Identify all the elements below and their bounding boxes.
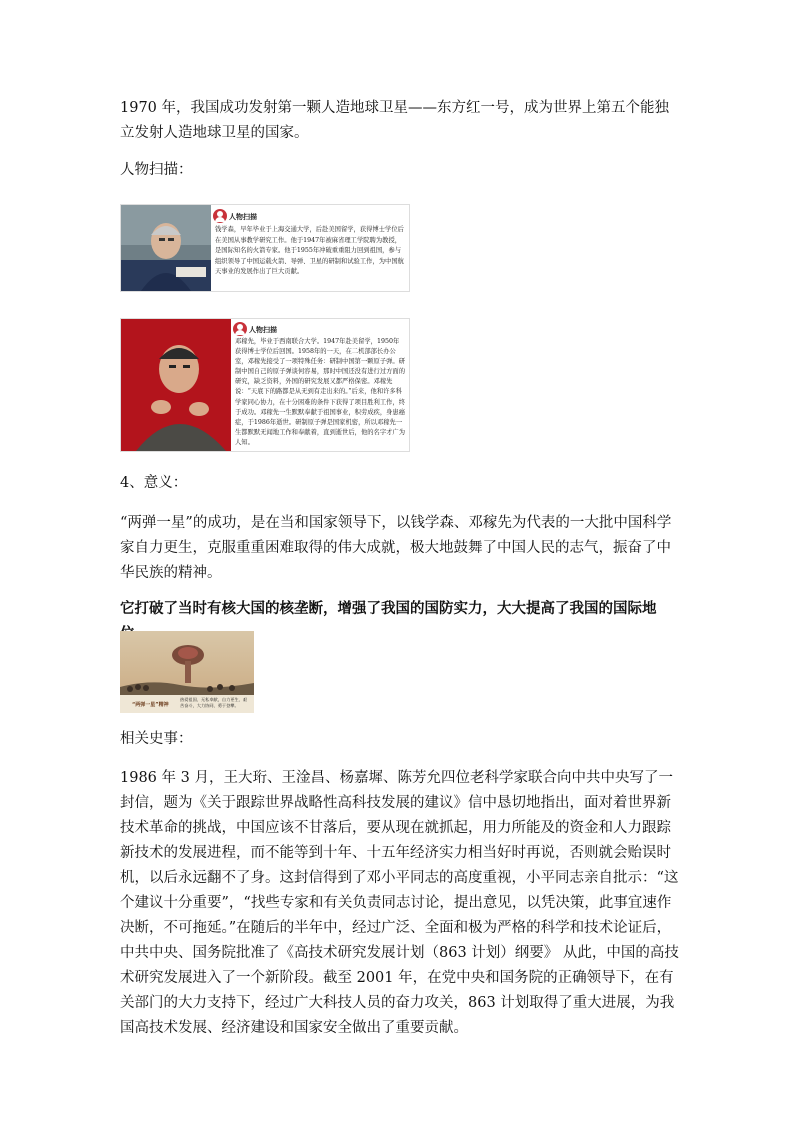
history-paragraph: 1986 年 3 月，王大珩、王淦昌、杨嘉墀、陈芳允四位老科学家联合向中共中央写了一封信，题为《关于跟踪世界战略性高科技发展的建议》信中恳切地指出，面对着世界新技术革命的挑战，中国应该不甘落后，要从现在就抓起，用力所能及的资金和人力跟踪新技术的发展进程，而不能等到十年、十五年经济实力相当好时再说，否则就会贻误时机，以后永远翻不了身。这封信得到了邓小平同志的高度重视，小平同志亲自批示：“这个建议十分重要”，“找些专家和有关负责同志讨论，提出意见，以凭决策，此事宜速作决断，不可拖延。”在随后的半年中，经过广泛、全面和极为严格的科学和技术论证后，中共中央、国务院批准了《高技术研究发展计划（863 计划）纲要》 从此，中国的高技术研究发展进入了一个新阶段。截至 2001 年，在党中央和国务院的正确领导下，在有关部门的大力支持下，经过广大科技人员的奋力攻关，863 计划取得了重大进展，为我国高技术发展、经济建设和国家安全做出了重要贡献。 (120, 770, 679, 1036)
qian-photo (121, 205, 211, 291)
significance-paragraph: “两弹一星”的成功，是在当和国家领导下，以钱学森、邓稼先为代表的一大批中国科学家自力更生，克服重重困难取得的伟大成就，极大地鼓舞了中国人民的志气，振奋了中华民族的精神。 (120, 515, 672, 581)
poster-title: “两弹一星”精神 (132, 702, 169, 708)
card-heading: 人物扫描 (229, 213, 257, 221)
launch-paragraph: 1970 年，我国成功发射第一颗人造地球卫星——东方红一号，成为世界上第五个能独立发射人造地球卫星的国家。 (120, 100, 670, 141)
significance-bold-paragraph: 它打破了当时有核大国的核垄断，增强了我国的国防实力，大大提高了我国的国际地 (120, 600, 657, 617)
person-icon (213, 209, 227, 223)
poster-text: 热爱祖国、无私奉献，自力更生、艰苦奋斗，大力协同、勇于登攀。 (180, 697, 248, 708)
deng-bio: 邓稼先，毕业于西南联合大学。1947年赴美留学，1950年获得博士学位后回国。1958年的一天，在二机部部长办公室，邓稼先接受了一项特殊任务：研制中国第一颗原子弹。研制中国自己的原子弹谈何容易，那时中国还没有进行过方面的研究，缺乏资料，外国的研究发展又都严格保密。邓稼先说：“天底下的路都是从无到有走出来的。”后来，他和许多科学家同心协力，在十分困难的条件下获得了项目胜利工作，终于成功。邓稼先一生默默奉献于祖国事业，积劳成疾，身患癌症，于1986年逝世。研制原子弹是国家机密，所以邓稼先一生都默默无闻地工作和奉献着，直到逝世后，他的名字才广为人知。 (235, 338, 406, 446)
people-heading: 人物扫描： (120, 162, 193, 178)
qian-bio: 钱学森，早年毕业于上海交通大学，后赴美国留学，获得博士学位后在美国从事教学研究工作。他于1947年被麻省理工学院聘为教授，是国际知名的火箭专家。他于1955年冲破重重阻力回到祖国，参与组织领导了中国运载火箭、导弹、卫星的研制和试验工作，为中国航天事业的发展作出了巨大贡献。 (215, 226, 404, 276)
significance-heading: 4、意义： (120, 475, 188, 491)
card-heading: 人物扫描 (249, 326, 277, 334)
person-card-qian (120, 204, 410, 292)
two-bombs-poster (120, 631, 254, 713)
person-icon (233, 322, 247, 336)
history-heading: 相关史事： (120, 731, 193, 747)
person-card-deng (120, 318, 410, 452)
deng-photo (121, 319, 231, 451)
